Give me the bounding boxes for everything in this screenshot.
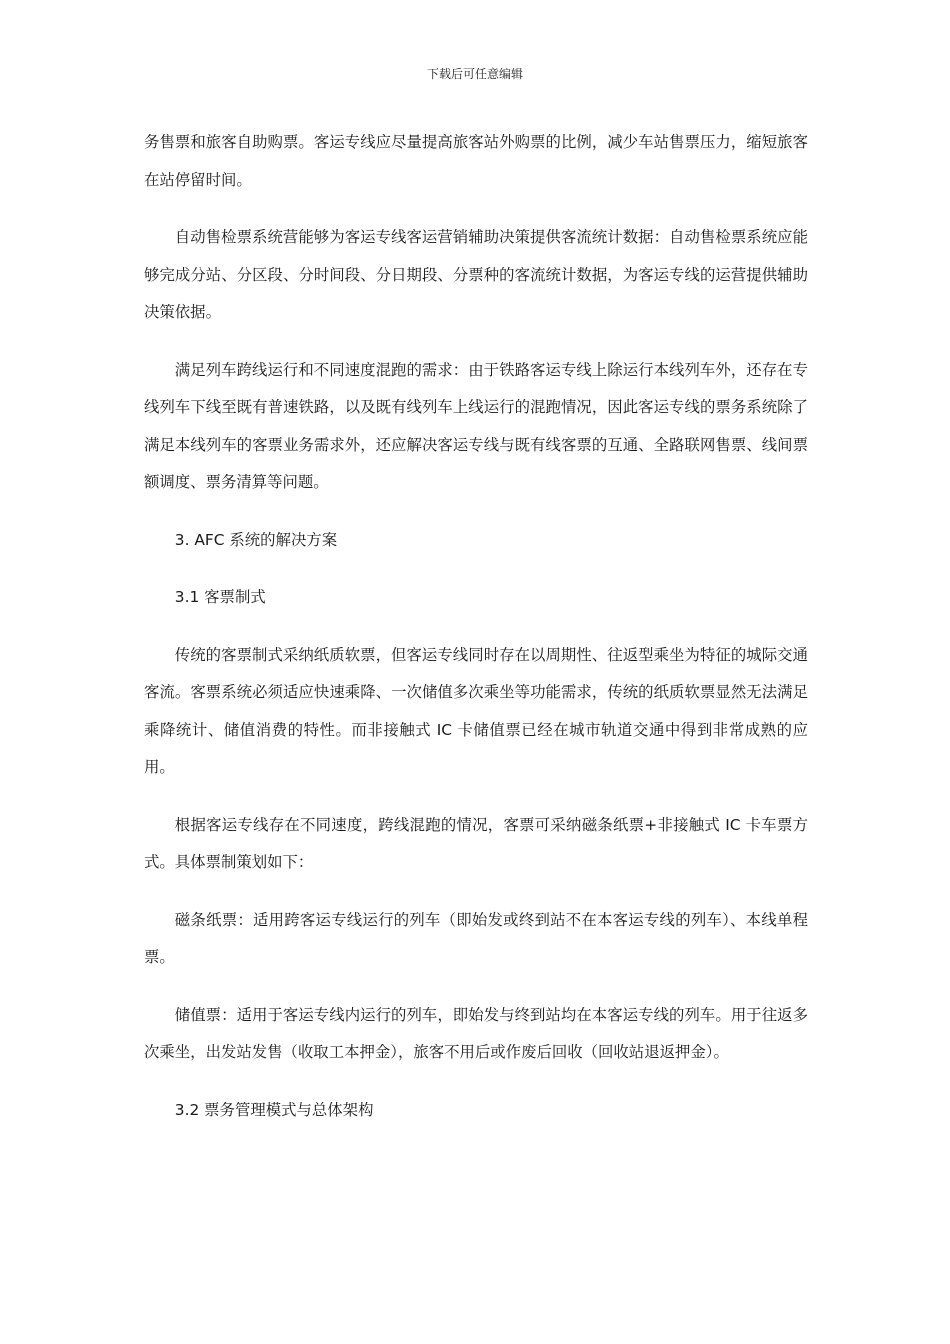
- paragraph-stored-value-ticket: 储值票：适用于客运专线内运行的列车，即始发与终到站均在本客运专线的列车。用于往返多次乘坐，出发站发售（收取工本押金），旅客不用后或作废后回收（回收站退返押金）。: [144, 1005, 808, 1061]
- paragraph-ticket-scheme: 根据客运专线存在不同速度，跨线混跑的情况，客票可采纳磁条纸票+非接触式 IC 卡车票方式。具体票制策划如下：: [144, 815, 808, 871]
- paragraph-ticket-sales: 务售票和旅客自助购票。客运专线应尽量提高旅客站外购票的比例，减少车站售票压力，缩短旅客在站停留时间。: [144, 133, 808, 189]
- page-header: 下载后可任意编辑: [426, 67, 523, 81]
- paragraph-traditional-tickets: 传统的客票制式采纳纸质软票，但客运专线同时存在以周期性、往返型乘坐为特征的城际交通客流。客票系统必须适应快速乘降、一次储值多次乘坐等功能需求，传统的纸质软票显然无法满足乘降统计、储值消费的特性。而非接触式 IC 卡储值票已经在城市轨道交通中得到非常成熟的应用。: [144, 645, 808, 776]
- subsection-heading-ticket-system: 3.1 客票制式: [174, 588, 266, 606]
- paragraph-cross-line-operation: 满足列车跨线运行和不同速度混跑的需求：由于铁路客运专线上除运行本线列车外，还存在专线列车下线至既有普速铁路，以及既有线列车上线运行的混跑情况，因此客运专线的票务系统除了满足本线列车的客票业务需求外，还应解决客运专线与既有线客票的互通、全路联网售票、线间票额调度、票务清算等问题。: [144, 360, 808, 491]
- section-heading-afc-solution: 3. AFC 系统的解决方案: [174, 530, 338, 549]
- paragraph-magnetic-ticket: 磁条纸票：适用跨客运专线运行的列车（即始发或终到站不在本客运专线的列车）、本线单程票。: [144, 910, 808, 966]
- subsection-heading-management-architecture: 3.2 票务管理模式与总体架构: [174, 1100, 374, 1119]
- paragraph-passenger-statistics: 自动售检票系统营能够为客运专线客运营销辅助决策提供客流统计数据：自动售检票系统应能够完成分站、分区段、分时间段、分日期段、分票种的客流统计数据，为客运专线的运营提供辅助决策依据。: [144, 228, 808, 321]
- document-body: [144, 124, 808, 1149]
